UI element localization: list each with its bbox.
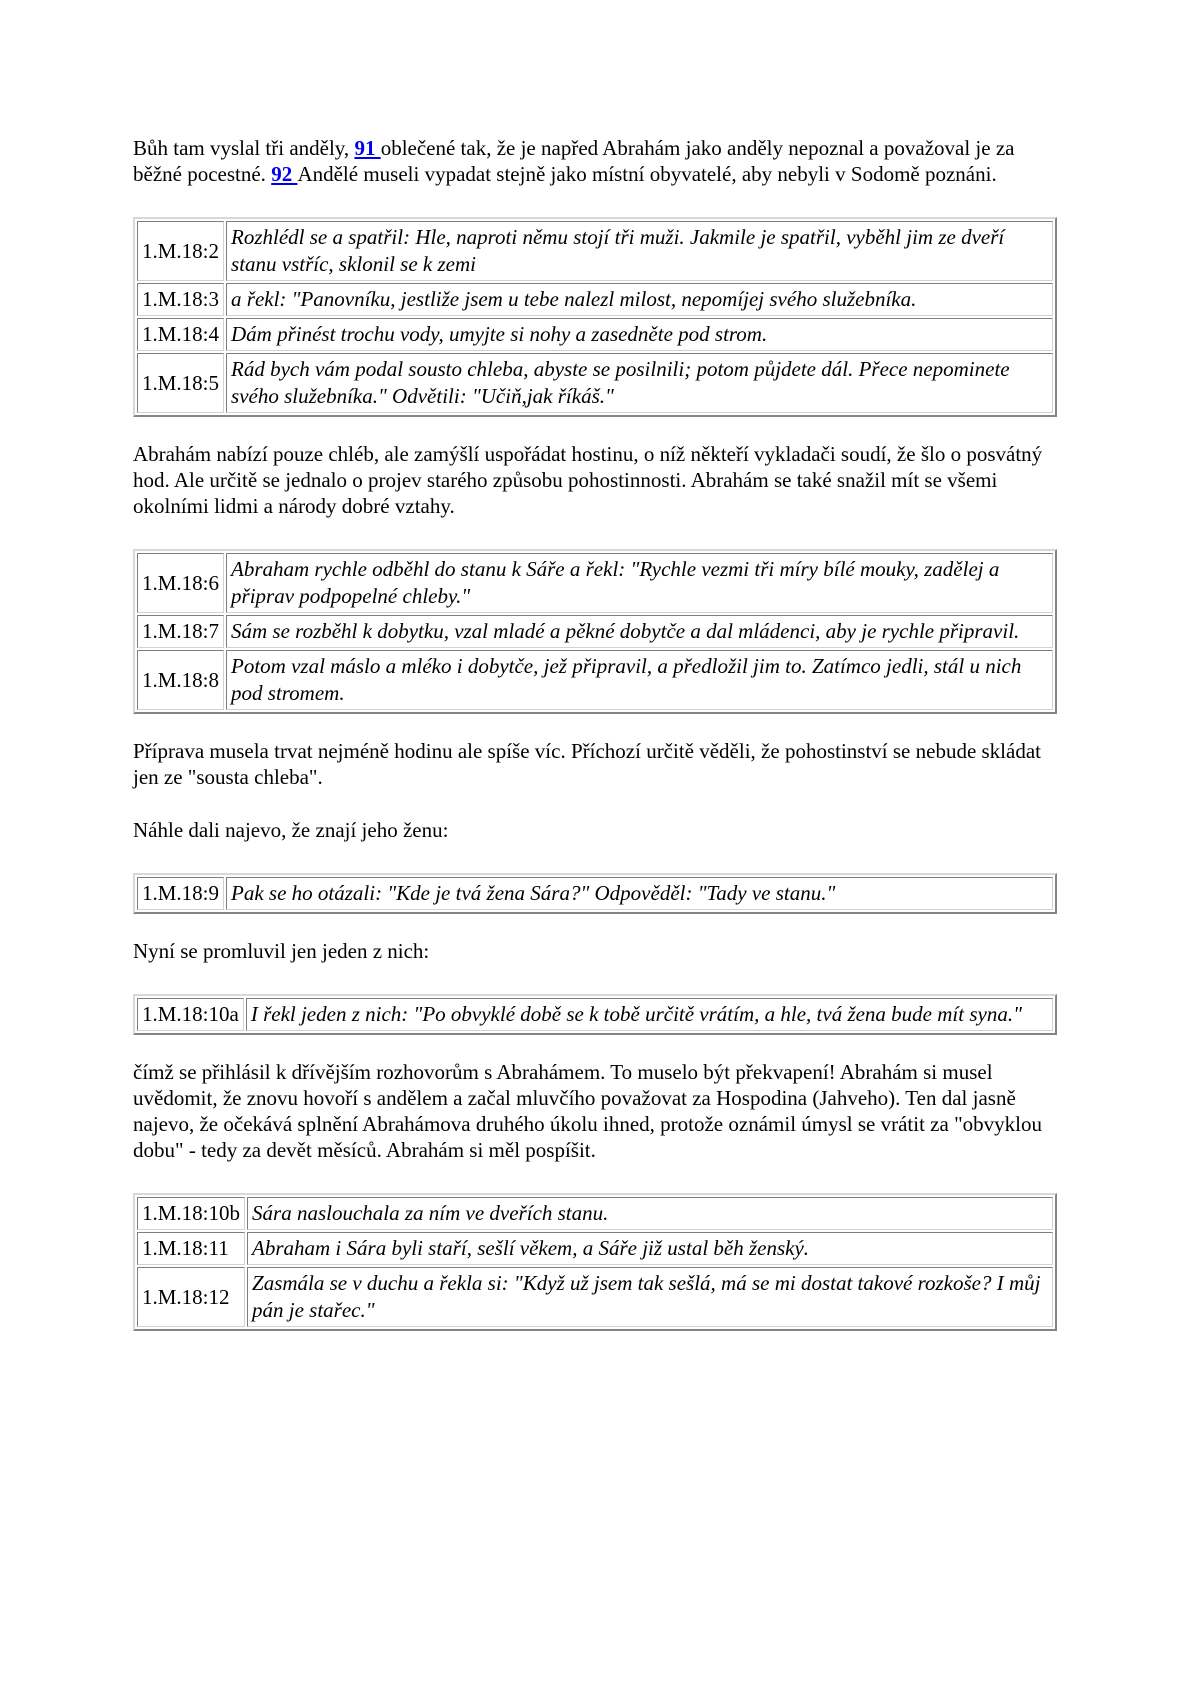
verse-table-18-10b-to-12 <box>133 1193 1057 1331</box>
verse-row <box>137 1197 1053 1230</box>
verse-row <box>137 998 1053 1031</box>
commentary-promise: čímž se přihlásil k dřívějším rozhovorům s Abrahámem. To muselo být překvapení! Abrahám si musel uvědomit, že znovu hovoří s andělem a začal mluvčího považovat za Hospodina (Jahveho). Ten dal jasně najevo, že očekává splnění Abrahámova druhého úkolu ihned, protože oznámil úmysl se vrátit za "obvyklou dobu" - tedy za devět měsíců. Abrahám si měl pospíšit. <box>133 1060 1042 1162</box>
verse-text: I řekl jeden z nich: "Po obvyklé době se k tobě určitě vrátím, a hle, tvá žena bude mít syna." <box>246 998 1053 1031</box>
intro-text-before: Bůh tam vyslal tři anděly, <box>133 136 355 160</box>
verse-table-18-6-to-8 <box>133 549 1057 714</box>
verse-text: Zasmála se v duchu a řekla si: "Když už jsem tak sešlá, má se mi dostat takové rozkoše? I můj pán je stařec." <box>247 1267 1053 1327</box>
verse-reference: 1.M.18:10b <box>137 1197 245 1230</box>
verse-reference: 1.M.18:12 <box>137 1267 245 1327</box>
commentary-knew-wife: Náhle dali najevo, že znají jeho ženu: <box>133 818 449 842</box>
verse-text: Potom vzal máslo a mléko i dobytče, jež připravil, a předložil jim to. Zatímco jedli, stál u nich pod stromem. <box>226 650 1053 710</box>
verse-row <box>137 221 1053 281</box>
verse-row <box>137 650 1053 710</box>
intro-text-after: Andělé museli vypadat stejně jako místní obyvatelé, aby nebyli v Sodomě poznáni. <box>297 162 997 186</box>
commentary-one-spoke: Nyní se promluvil jen jeden z nich: <box>133 939 430 963</box>
footnote-link-91[interactable]: 91 <box>354 136 381 160</box>
commentary-hospitality: Abrahám nabízí pouze chléb, ale zamýšlí uspořádat hostinu, o níž někteří vykladači soudí, že šlo o posvátný hod. Ale určitě se jednalo o projev starého způsobu pohostinnosti. Abrahám se také snažil mít se všemi okolními lidmi a národy dobré vztahy. <box>133 442 1043 518</box>
verse-table-18-2-to-5 <box>133 217 1057 417</box>
verse-reference: 1.M.18:10a <box>137 998 244 1031</box>
intro-text-middle: oblečené tak, že je napřed Abrahám jako anděly nepoznal a považoval je za běžné pocestné. <box>133 136 1015 186</box>
verse-row <box>137 877 1053 910</box>
verse-reference: 1.M.18:6 <box>137 553 224 613</box>
verse-row <box>137 553 1053 613</box>
verse-row <box>137 1267 1053 1327</box>
verse-reference: 1.M.18:2 <box>137 221 224 281</box>
verse-reference: 1.M.18:8 <box>137 650 224 710</box>
verse-text: Sám se rozběhl k dobytku, vzal mladé a pěkné dobytče a dal mládenci, aby je rychle připravil. <box>226 615 1053 648</box>
verse-row <box>137 353 1053 413</box>
verse-table-18-10a <box>133 994 1057 1035</box>
verse-row <box>137 318 1053 351</box>
verse-reference: 1.M.18:7 <box>137 615 224 648</box>
verse-row <box>137 615 1053 648</box>
commentary-preparation: Příprava musela trvat nejméně hodinu ale spíše víc. Příchozí určitě věděli, že pohostinství se nebude skládat jen ze "sousta chleba". <box>133 739 1041 789</box>
verse-text: Abraham i Sára byli staří, sešlí věkem, a Sáře již ustal běh ženský. <box>247 1232 1053 1265</box>
verse-table-18-9 <box>133 873 1057 914</box>
verse-text: Sára naslouchala za ním ve dveřích stanu. <box>247 1197 1053 1230</box>
verse-reference: 1.M.18:9 <box>137 877 224 910</box>
verse-reference: 1.M.18:11 <box>137 1232 245 1265</box>
verse-text: a řekl: "Panovníku, jestliže jsem u tebe nalezl milost, nepomíjej svého služebníka. <box>226 283 1053 316</box>
verse-text: Pak se ho otázali: "Kde je tvá žena Sára?" Odpověděl: "Tady ve stanu." <box>226 877 1053 910</box>
verse-reference: 1.M.18:4 <box>137 318 224 351</box>
verse-row <box>137 283 1053 316</box>
verse-text: Rád bych vám podal sousto chleba, abyste se posilnili; potom půjdete dál. Přece nepominete svého služebníka." Odvětili: "Učiň,jak říkáš." <box>226 353 1053 413</box>
verse-text: Rozhlédl se a spatřil: Hle, naproti němu stojí tři muži. Jakmile je spatřil, vyběhl jim ze dveří stanu vstříc, sklonil se k zemi <box>226 221 1053 281</box>
verse-reference: 1.M.18:3 <box>137 283 224 316</box>
intro-paragraph <box>133 135 1057 187</box>
verse-row <box>137 1232 1053 1265</box>
verse-reference: 1.M.18:5 <box>137 353 224 413</box>
verse-text: Dám přinést trochu vody, umyjte si nohy a zasedněte pod strom. <box>226 318 1053 351</box>
verse-text: Abraham rychle odběhl do stanu k Sáře a řekl: "Rychle vezmi tři míry bílé mouky, zadělej a připrav podpopelné chleby." <box>226 553 1053 613</box>
footnote-link-92[interactable]: 92 <box>271 162 298 186</box>
